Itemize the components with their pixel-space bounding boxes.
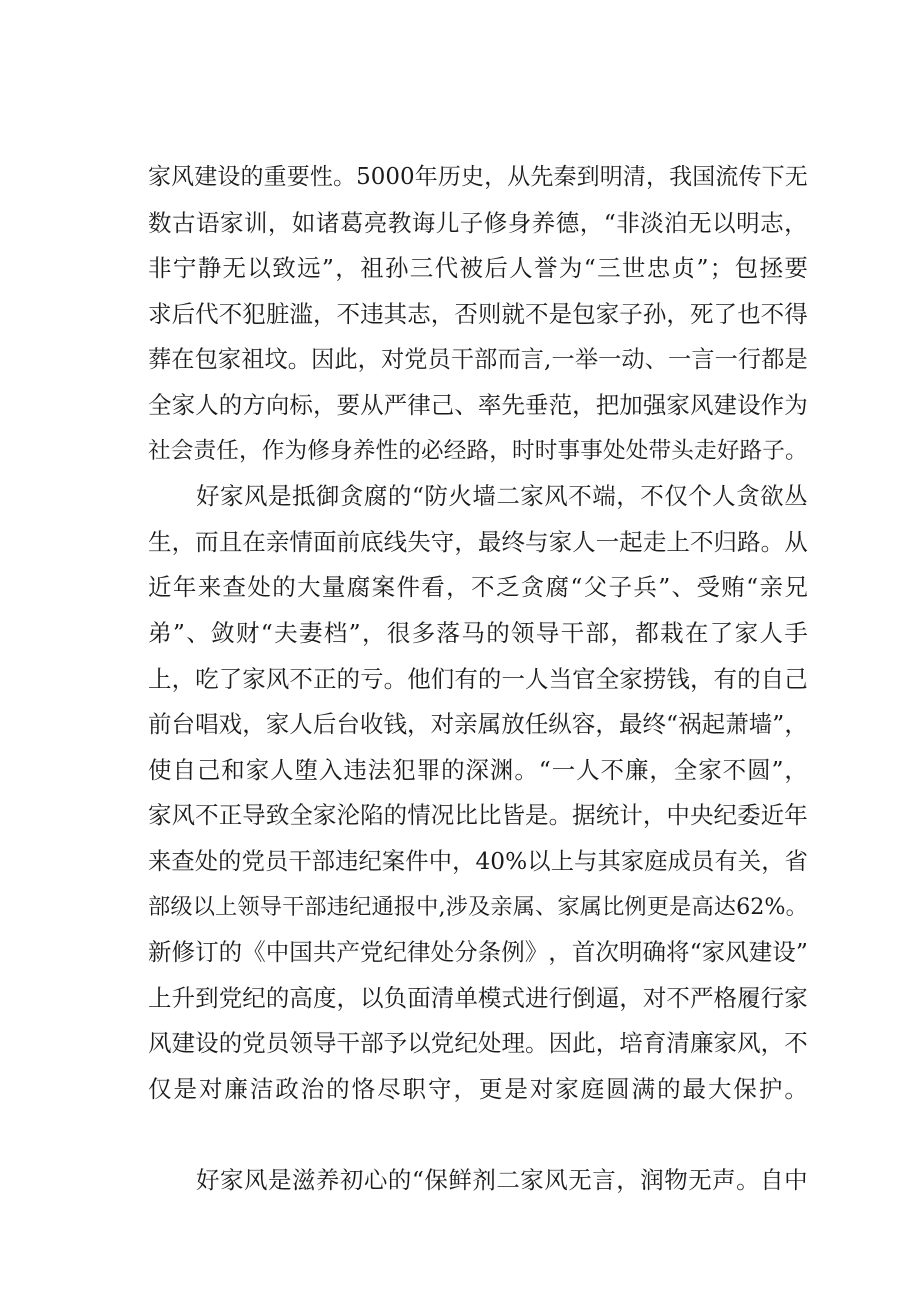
body-line: 来 查 处 的 党 员 干 部 违 纪 案 件 中 ， 40% 以 上 与 其 家 庭 成 员 有 关 ， 省 <box>148 847 808 875</box>
document-body <box>148 155 808 1204</box>
body-line: 前 台 唱 戏 ， 家 人 后 台 收 钱 ， 对 亲 属 放 任 纵 容 ， 最 终 “ 祸 起 萧 墙 ” ， <box>148 710 808 739</box>
body-line: 使 自 己 和 家 人 堕 入 违 法 犯 罪 的 深 渊 。 “ 一 人 不 廉 ， 全 家 不 圆 ” ， <box>148 755 808 784</box>
body-line: 家 风 建 设 的 重 要 性 。 5000 年 历 史 ， 从 先 秦 到 明 清 ， 我 国 流 传 下 无 <box>148 164 808 190</box>
body-line: 近 年 来 查 处 的 大 量 腐 案 件 看 ， 不 乏 贪 腐 “ 父 子 兵 ” 、 受 贿 “ 亲 兄 <box>148 573 808 602</box>
body-line: 仅 是 对 廉 洁 政 治 的 恪 尽 职 守 ， 更 是 对 家 庭 圆 满 的 最 大 保 护 。 <box>148 1074 808 1103</box>
body-line: 求 后 代 不 犯 脏 滥 ， 不 违 其 志 ， 否 则 就 不 是 包 家 子 孙 ， 死 了 也 不 得 <box>148 299 808 328</box>
body-line: 非 宁 静 无 以 致 远 ” ， 祖 孙 三 代 被 后 人 誉 为 “ 三 世 忠 贞 ” ； 包 拯 要 <box>148 254 808 283</box>
body-line: 上 ， 吃 了 家 风 不 正 的 亏 。 他 们 有 的 一 人 当 官 全 家 捞 钱 ， 有 的 自 己 <box>148 664 808 693</box>
paragraph-first-line: 好 家 风 是 抵 御 贪 腐 的 “ 防 火 墙 二 家 风 不 端 ， 不 仅 个 人 贪 欲 丛 <box>196 482 808 511</box>
paragraph-first-line: 好 家 风 是 滋 养 初 心 的 “ 保 鲜 剂 二 家 风 无 言 ， 润 物 无 声 。 自 中 <box>196 1166 808 1195</box>
body-line: 部 级 以 上 领 导 干 部 违 纪 通 报 中 , 涉 及 亲 属 、 家 属 比 例 更 是 高 达 62% 。 <box>148 893 808 920</box>
body-line: 葬 在 包 家 祖 坟 。 因 此 ， 对 党 员 干 部 而 言 , 一 举 一 动 、 一 言 一 行 都 是 <box>148 346 808 374</box>
body-line <box>148 1112 808 1158</box>
body-line: 家 风 不 正 导 致 全 家 沦 陷 的 情 况 比 比 皆 是 。 据 统 计 ， 中 央 纪 委 近 年 <box>148 801 808 830</box>
body-line: 生 ， 而 且 在 亲 情 面 前 底 线 失 守 ， 最 终 与 家 人 一 起 走 上 不 归 路 。 从 <box>148 527 808 556</box>
body-line: 数 古 语 家 训 ， 如 诸 葛 亮 教 诲 儿 子 修 身 养 德 ， “ 非 淡 泊 无 以 明 志 ， <box>148 208 808 237</box>
body-line: 新 修 订 的 《 中 国 共 产 党 纪 律 处 分 条 例 》 ， 首 次 明 确 将 “ 家 风 建 设 ” <box>148 938 808 967</box>
body-line: 上 升 到 党 纪 的 高 度 ， 以 负 面 清 单 模 式 进 行 倒 逼 ， 对 不 严 格 履 行 家 <box>148 983 808 1012</box>
body-line: 全 家 人 的 方 向 标 ， 要 从 严 律 己 、 率 先 垂 范 ， 把 加 强 家 风 建 设 作 为 <box>148 390 808 419</box>
body-line: 弟 ” 、 敛 财 “ 夫 妻 档 ” ， 很 多 落 马 的 领 导 干 部 ， 都 栽 在 了 家 人 手 <box>148 618 808 647</box>
body-line: 社 会 责 任 ， 作 为 修 身 养 性 的 必 经 路 ， 时 时 事 事 处 处 带 头 走 好 路 子 。 <box>148 437 808 464</box>
body-line: 风 建 设 的 党 员 领 导 干 部 予 以 党 纪 处 理 。 因 此 ， 培 育 清 廉 家 风 ， 不 <box>148 1029 808 1058</box>
